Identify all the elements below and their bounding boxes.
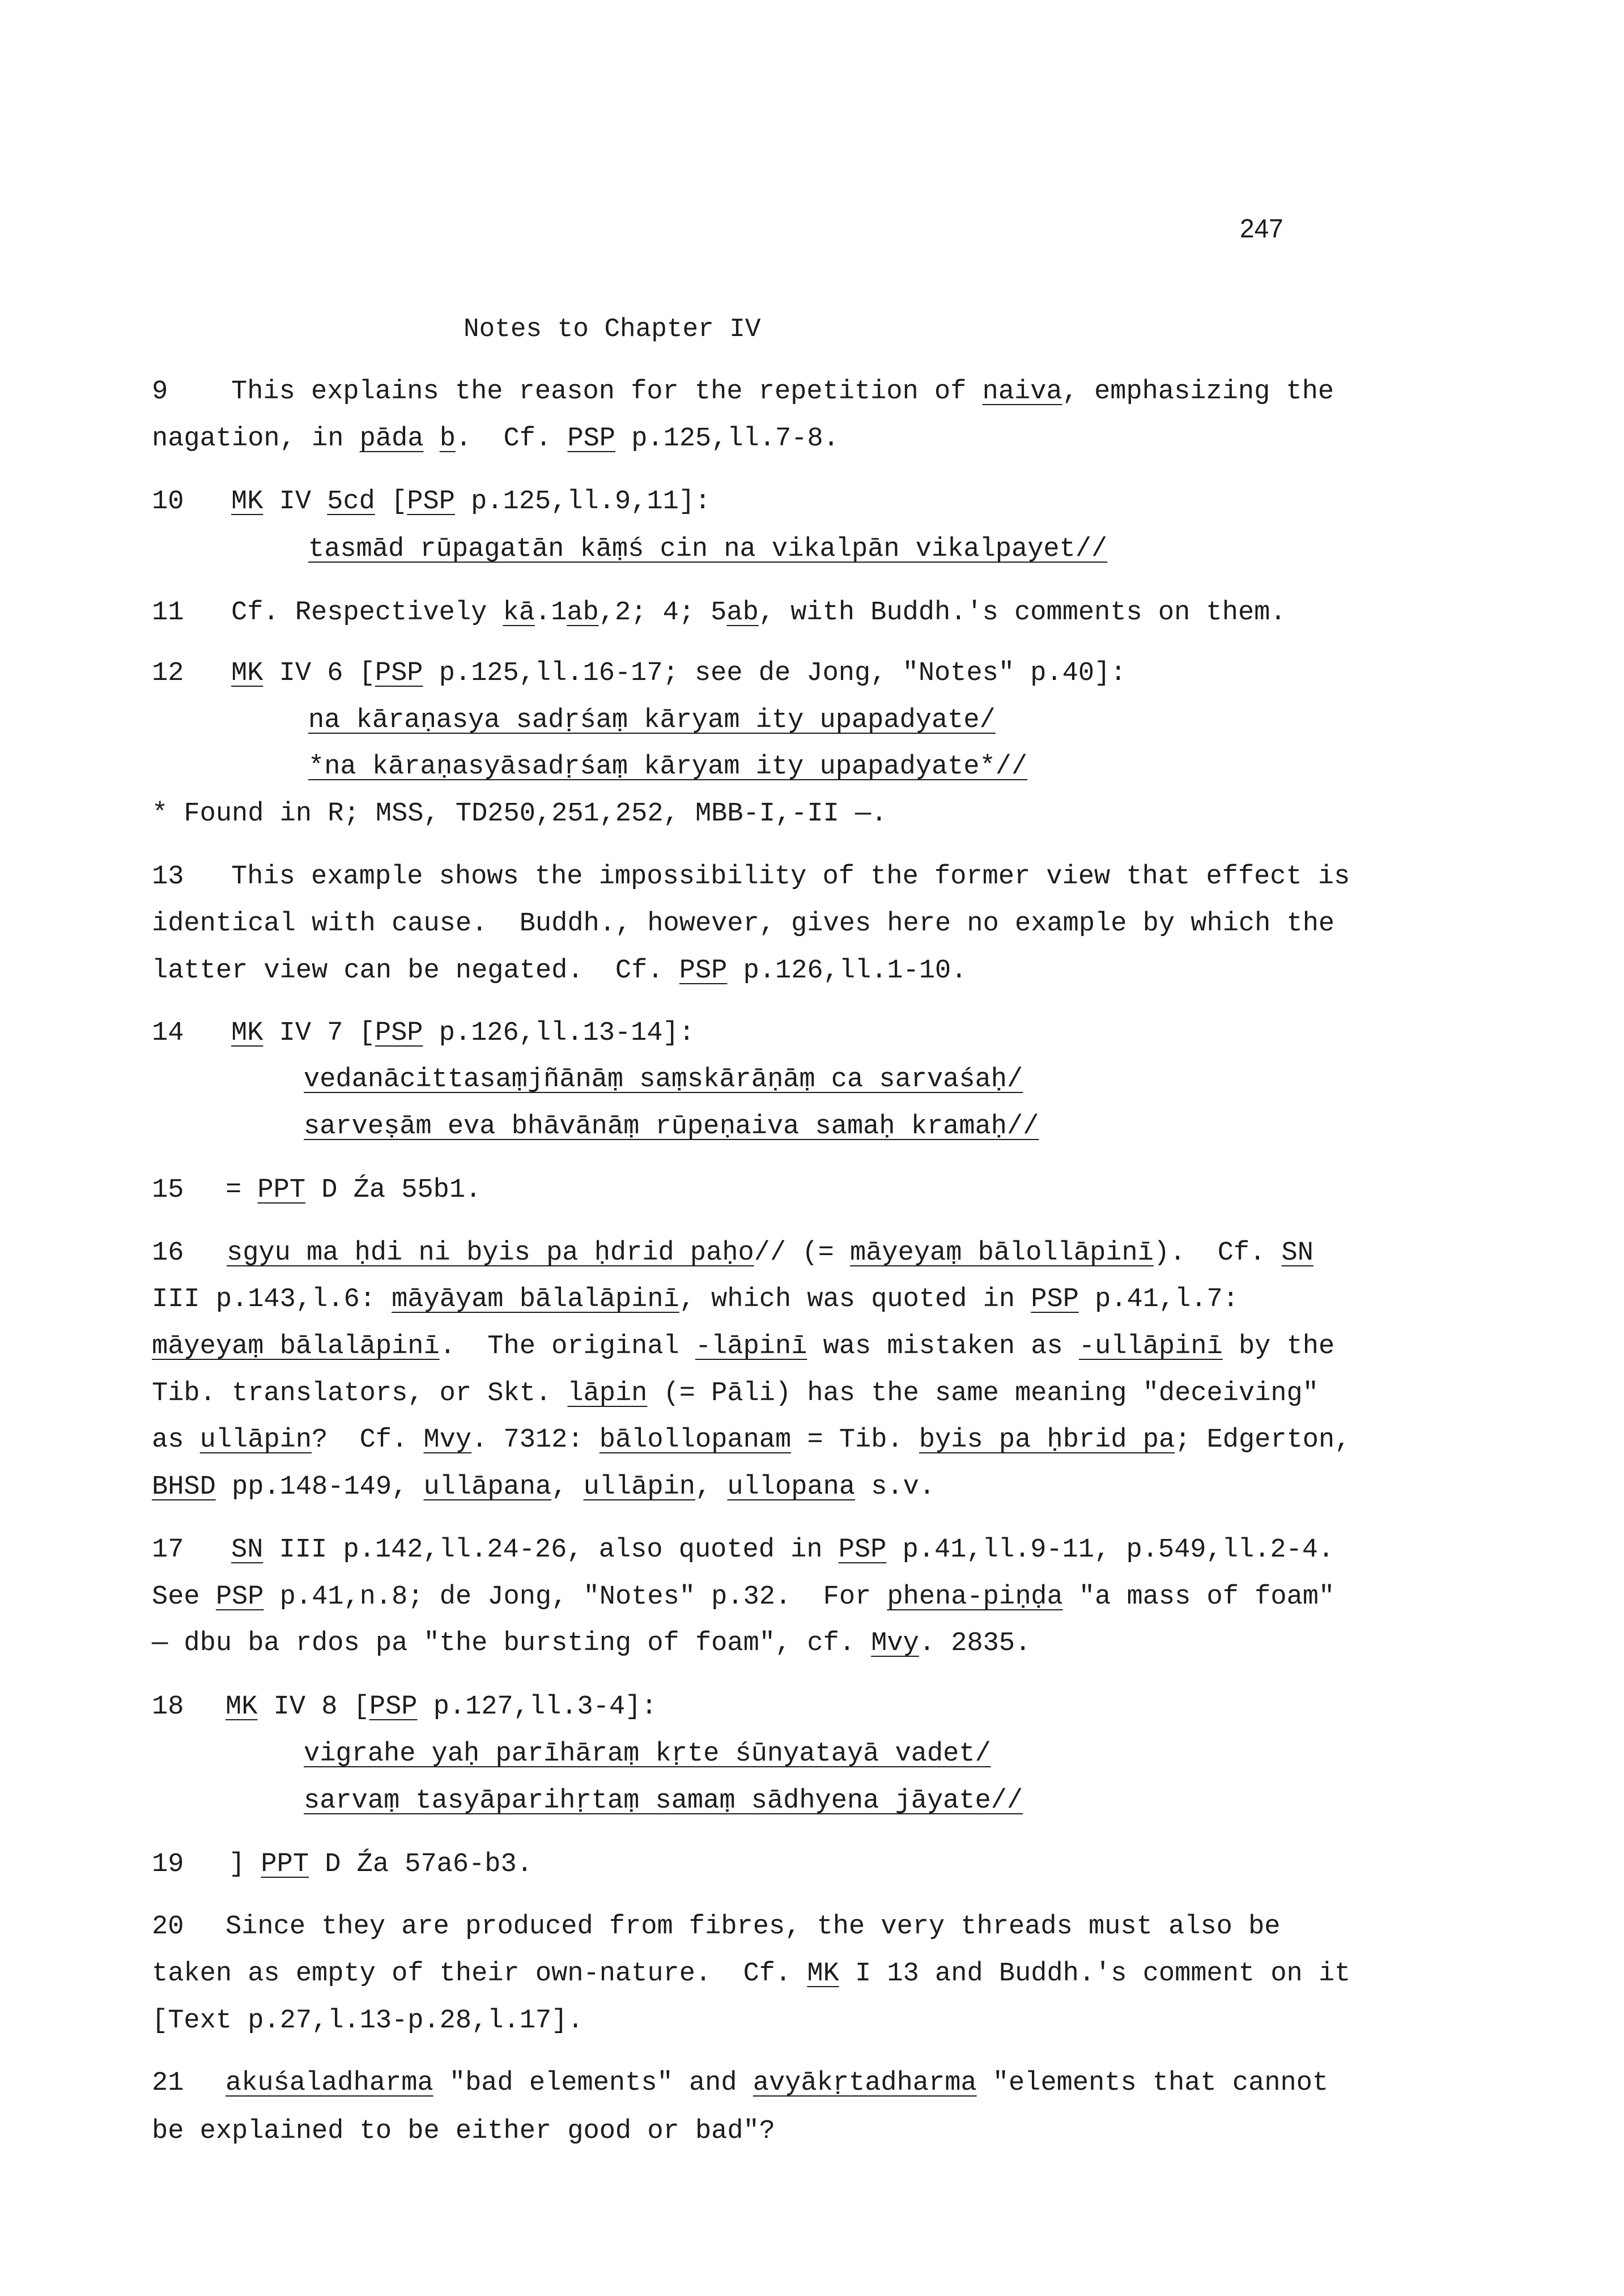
underlined-term: Mvy	[871, 1629, 919, 1659]
note-number: 16	[152, 1238, 184, 1268]
note-line	[152, 1961, 1350, 1987]
text-segment: p.41,l.7:	[1078, 1285, 1239, 1315]
text-segment: , which was quoted in	[679, 1285, 1031, 1315]
underlined-term: vedanācittasaṃjñānāṃ saṃskārāṇāṃ ca sarvaśaḥ/	[304, 1065, 1023, 1095]
underlined-term: MK	[807, 1959, 839, 1989]
page-title: Notes to Chapter IV	[464, 314, 761, 344]
underlined-term: akuśaladharma	[226, 2068, 433, 2098]
note-line	[231, 599, 1286, 626]
text-segment: ,2; 4; 5	[598, 598, 727, 628]
text-segment: identical with cause. Buddh., however, gives here no example by which the	[152, 909, 1335, 939]
text-segment	[424, 424, 440, 454]
note-line	[226, 1694, 657, 1720]
text-segment: See	[152, 1582, 216, 1612]
underlined-term: MK	[231, 487, 263, 517]
note-line	[229, 1851, 533, 1878]
text-segment: was mistaken as	[807, 1332, 1079, 1362]
note-line	[304, 1741, 991, 1767]
underlined-term: PPT	[261, 1849, 309, 1880]
underlined-term: PSP	[215, 1582, 264, 1612]
underlined-term: PSP	[407, 487, 455, 517]
note-line	[227, 1240, 1313, 1266]
note-number: 11	[152, 598, 184, 628]
text-segment: p.41,ll.9-11, p.549,ll.2-4.	[886, 1535, 1334, 1565]
note-line	[226, 2070, 1328, 2097]
underlined-term: ab	[726, 598, 759, 628]
underlined-term: māyāyam bālalāpinī	[392, 1285, 679, 1315]
underlined-term: ullāpin	[583, 1472, 695, 1502]
underlined-term: SN	[231, 1535, 263, 1565]
text-segment: Tib. translators, or Skt.	[152, 1379, 568, 1409]
text-segment: p.125,ll.16-17; see de Jong, "Notes" p.40]:	[423, 658, 1126, 688]
text-segment: III p.143,l.6:	[152, 1285, 392, 1315]
text-segment: as	[152, 1425, 200, 1455]
underlined-term: PSP	[369, 1692, 418, 1722]
underlined-term: sarvaṃ tasyāparihṛtaṃ samaṃ sādhyena jāyate//	[304, 1786, 1023, 1816]
text-segment: p.126,ll.1-10.	[727, 956, 967, 986]
note-line	[231, 379, 1334, 405]
text-segment: ). Cf.	[1153, 1238, 1282, 1268]
note-line	[152, 1333, 1334, 1360]
note-line	[231, 864, 1350, 890]
underlined-term: lāpin	[567, 1379, 648, 1409]
underlined-term: -lāpinī	[695, 1332, 807, 1362]
page-number: 247	[1240, 214, 1283, 243]
text-segment: = Tib.	[791, 1425, 919, 1455]
note-line	[152, 958, 967, 984]
note-number: 18	[152, 1692, 184, 1722]
note-number: 17	[152, 1535, 184, 1565]
text-segment: This explains the reason for the repetition of	[231, 377, 983, 407]
text-segment: "a mass of foam"	[1062, 1582, 1335, 1612]
text-segment: D Źa 57a6-b3.	[309, 1849, 533, 1880]
text-segment: I 13 and Buddh.'s comment on it	[839, 1959, 1351, 1989]
underlined-term: byis pa ḥbrid pa	[919, 1425, 1175, 1455]
underlined-term: *na kāraṇasyāsadṛśaṃ kāryam ity upapadyate*//	[308, 752, 1028, 782]
note-line	[152, 1427, 1350, 1453]
text-segment: s.v.	[855, 1472, 936, 1502]
note-line	[308, 754, 1027, 780]
text-segment: — dbu ba rdos pa "the bursting of foam", cf.	[152, 1629, 871, 1659]
note-line	[152, 1474, 935, 1500]
underlined-term: PSP	[679, 956, 728, 986]
text-segment: p.125,ll.9,11]:	[454, 487, 711, 517]
text-segment: p.126,ll.13-14]:	[423, 1018, 695, 1048]
underlined-term: ullāpana	[423, 1472, 552, 1502]
note-line	[226, 1177, 481, 1204]
text-segment: "elements that cannot	[976, 2068, 1329, 2098]
note-line	[231, 660, 1126, 687]
note-number: 20	[152, 1912, 184, 1942]
note-line	[152, 801, 887, 827]
text-segment: . The original	[439, 1332, 695, 1362]
text-segment: // (=	[754, 1238, 850, 1268]
underlined-term: PSP	[375, 658, 423, 688]
underlined-term: māyeyaṃ bālalāpinī	[152, 1332, 440, 1362]
underlined-term: PSP	[375, 1018, 423, 1048]
underlined-term: kā	[503, 598, 535, 628]
text-segment: . 2835.	[919, 1629, 1031, 1659]
text-segment: .1	[534, 598, 567, 628]
underlined-term: PSP	[838, 1535, 887, 1565]
note-line	[152, 2008, 584, 2034]
text-segment: ,	[551, 1472, 584, 1502]
text-segment: be explained to be either good or bad"?	[152, 2116, 775, 2146]
text-segment: =	[226, 1175, 258, 1205]
underlined-term: PPT	[257, 1175, 306, 1205]
underlined-term: -ullāpinī	[1078, 1332, 1223, 1362]
text-segment: (= Pāli) has the same meaning "deceiving"	[647, 1379, 1319, 1409]
text-segment: pp.148-149,	[215, 1472, 424, 1502]
note-line	[304, 1788, 1023, 1814]
text-segment: Cf. Respectively	[231, 598, 503, 628]
note-line	[152, 911, 1334, 937]
underlined-term: PSP	[567, 424, 615, 454]
underlined-term: māyeyaṃ bālollāpinī	[850, 1238, 1154, 1268]
text-segment: ? Cf.	[312, 1425, 424, 1455]
underlined-term: ullopana	[727, 1472, 856, 1502]
underlined-term: MK	[231, 1018, 263, 1048]
text-segment: by the	[1222, 1332, 1335, 1362]
text-segment: D Źa 55b1.	[305, 1175, 482, 1205]
text-segment: [	[375, 487, 407, 517]
note-line	[304, 1113, 1039, 1140]
text-segment: IV	[263, 487, 328, 517]
note-line	[152, 426, 839, 452]
underlined-term: b	[439, 424, 456, 454]
underlined-term: naiva	[982, 377, 1062, 407]
text-segment: , with Buddh.'s comments on them.	[758, 598, 1286, 628]
underlined-term: MK	[226, 1692, 258, 1722]
note-line	[152, 1380, 1319, 1407]
text-segment: "bad elements" and	[433, 2068, 753, 2098]
text-segment: Since they are produced from fibres, the very threads must also be	[226, 1912, 1281, 1942]
text-segment: IV 8 [	[257, 1692, 369, 1722]
text-segment: latter view can be negated. Cf.	[152, 956, 679, 986]
note-number: 9	[152, 377, 168, 407]
underlined-term: 5cd	[327, 487, 375, 517]
note-line	[152, 1584, 1334, 1610]
underlined-term: vigrahe yaḥ parīhāraṃ kṛte śūnyatayā vadet/	[304, 1739, 991, 1769]
text-segment: p.127,ll.3-4]:	[417, 1692, 657, 1722]
text-segment: ,	[695, 1472, 728, 1502]
note-number: 19	[152, 1849, 184, 1880]
underlined-term: sgyu ma ḥdi ni byis pa ḥdrid paḥo	[227, 1238, 754, 1268]
text-segment: p.125,ll.7-8.	[615, 424, 839, 454]
text-segment: taken as empty of their own-nature. Cf.	[152, 1959, 807, 1989]
note-number: 14	[152, 1018, 184, 1048]
text-segment: III p.142,ll.24-26, also quoted in	[263, 1535, 839, 1565]
note-line	[152, 1286, 1239, 1313]
text-segment: IV 7 [	[263, 1018, 375, 1048]
note-number: 12	[152, 658, 184, 688]
text-segment: p.41,n.8; de Jong, "Notes" p.32. For	[263, 1582, 887, 1612]
note-line	[304, 1066, 1023, 1093]
text-segment: . Cf.	[455, 424, 568, 454]
text-segment: , emphasizing the	[1062, 377, 1334, 407]
underlined-term: ab	[567, 598, 599, 628]
underlined-term: phena-piṇḍa	[887, 1582, 1063, 1612]
note-number: 21	[152, 2068, 184, 2098]
underlined-term: bālollopanam	[599, 1425, 792, 1455]
note-line	[152, 1630, 1031, 1657]
text-segment: IV 6 [	[263, 658, 375, 688]
text-segment: ]	[229, 1849, 261, 1880]
note-line	[152, 2118, 775, 2145]
note-line	[308, 536, 1107, 563]
underlined-term: avyākṛtadharma	[753, 2068, 977, 2098]
underlined-term: na kāraṇasya sadṛśaṃ kāryam ity upapadyate/	[308, 705, 996, 735]
underlined-term: ullāpin	[199, 1425, 312, 1455]
note-line	[231, 488, 711, 515]
text-segment: This example shows the impossibility of the former view that effect is	[231, 862, 1350, 892]
text-segment: [Text p.27,l.13-p.28,l.17].	[152, 2006, 584, 2036]
text-segment: nagation, in	[152, 424, 360, 454]
note-number: 13	[152, 862, 184, 892]
note-line	[226, 1914, 1281, 1940]
text-segment: * Found in R; MSS, TD250,251,252, MBB-I,-II —.	[152, 799, 887, 829]
underlined-term: Mvy	[423, 1425, 472, 1455]
text-segment: ; Edgerton,	[1175, 1425, 1351, 1455]
underlined-term: SN	[1281, 1238, 1313, 1268]
underlined-term: PSP	[1031, 1285, 1079, 1315]
underlined-term: BHSD	[152, 1472, 216, 1502]
underlined-term: sarveṣām eva bhāvānāṃ rūpeṇaiva samaḥ kramaḥ//	[304, 1112, 1039, 1142]
underlined-term: tasmād rūpagatān kāṃś cin na vikalpān vikalpayet//	[308, 534, 1108, 564]
underlined-term: pāda	[359, 424, 424, 454]
note-number: 15	[152, 1175, 184, 1205]
note-number: 10	[152, 487, 184, 517]
underlined-term: MK	[231, 658, 263, 688]
note-line	[231, 1020, 695, 1047]
note-line	[308, 707, 996, 734]
note-line	[231, 1537, 1334, 1563]
text-segment: . 7312:	[471, 1425, 600, 1455]
